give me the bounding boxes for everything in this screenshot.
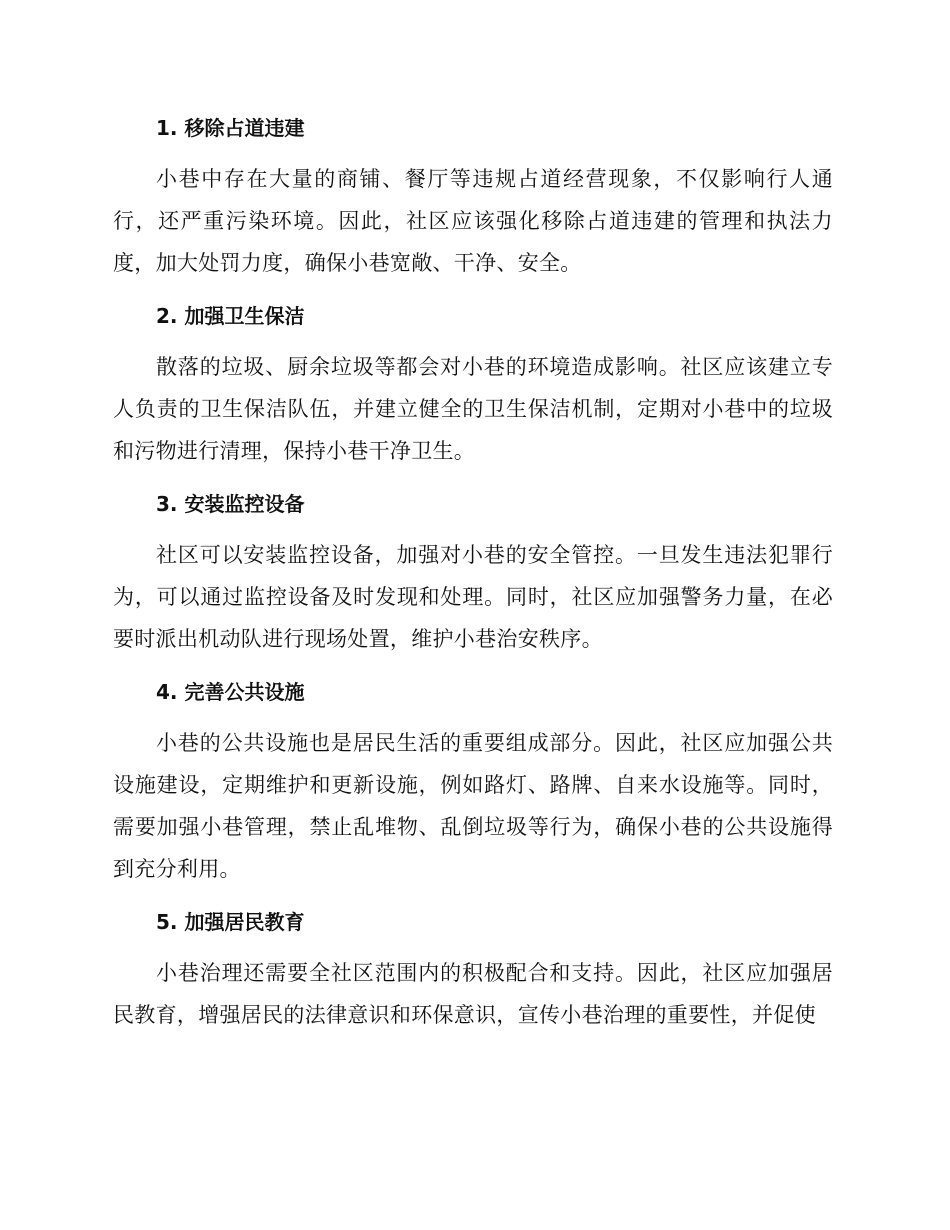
section-heading-5: 5. 加强居民教育 [156,910,305,934]
section-paragraph-3: 社区可以安装监控设备，加强对小巷的安全管控。一旦发生违法犯罪行为，可以通过监控设备及时发现和处理。同时，社区应加强警务力量，在必要时派出机动队进行现场处置，维护小巷治安秩序。 [113,543,833,651]
section-heading-3: 3. 安装监控设备 [156,492,305,516]
section-paragraph-4: 小巷的公共设施也是居民生活的重要组成部分。因此，社区应加强公共设施建设，定期维护和更新设施，例如路灯、路牌、自来水设施等。同时，需要加强小巷管理，禁止乱堆物、乱倒垃圾等行为，确保小巷的公共设施得到充分利用。 [113,731,833,881]
section-paragraph-5: 小巷治理还需要全社区范围内的积极配合和支持。因此，社区应加强居民教育，增强居民的法律意识和环保意识，宣传小巷治理的重要性，并促使 [113,961,833,1027]
document-body [113,112,833,1052]
section-paragraph-1: 小巷中存在大量的商铺、餐厅等违规占道经营现象，不仅影响行人通行，还严重污染环境。因此，社区应该强化移除占道违建的管理和执法力度，加大处罚力度，确保小巷宽敞、干净、安全。 [113,167,833,275]
section-heading-1: 1. 移除占道违建 [156,116,305,140]
section-heading-4: 4. 完善公共设施 [156,680,305,704]
section-paragraph-2: 散落的垃圾、厨余垃圾等都会对小巷的环境造成影响。社区应该建立专人负责的卫生保洁队伍，并建立健全的卫生保洁机制，定期对小巷中的垃圾和污物进行清理，保持小巷干净卫生。 [113,355,833,463]
section-heading-2: 2. 加强卫生保洁 [156,304,305,328]
